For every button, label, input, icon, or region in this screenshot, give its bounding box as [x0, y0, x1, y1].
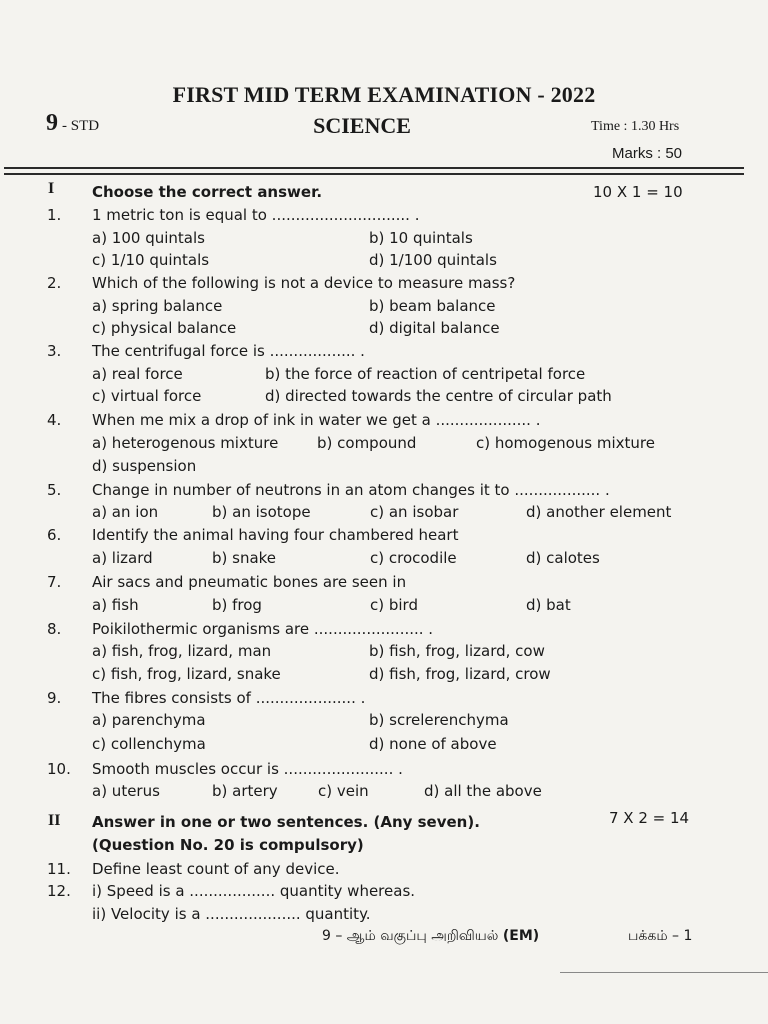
question-text: Smooth muscles occur is ....................... .: [92, 760, 403, 778]
option: c) physical balance: [92, 319, 237, 337]
question-text: Change in number of neutrons in an atom changes it to .................. .: [92, 481, 610, 499]
option: a) spring balance: [92, 297, 223, 315]
question-text: The fibres consists of ..................... .: [92, 689, 366, 707]
option: c) crocodile: [370, 549, 457, 567]
option: a) parenchyma: [92, 711, 206, 729]
option: b) frog: [212, 596, 262, 614]
option: c) homogenous mixture: [476, 434, 655, 452]
option: a) lizard: [92, 549, 153, 567]
standard-suffix: - STD: [62, 118, 100, 134]
question-number: 12.: [47, 882, 71, 900]
footer-page-number: பக்கம் – 1: [628, 928, 693, 944]
question-text: When me mix a drop of ink in water we get a .................... .: [92, 411, 541, 429]
question-number: 7.: [47, 573, 62, 591]
footer-medium: (EM): [502, 928, 540, 944]
option: d) calotes: [526, 549, 600, 567]
question-text: Define least count of any device.: [92, 860, 340, 878]
subject-title: SCIENCE: [313, 113, 411, 138]
question-text: Air sacs and pneumatic bones are seen in: [92, 573, 407, 591]
question-text: Which of the following is not a device to measure mass?: [92, 274, 516, 292]
question-number: 3.: [47, 342, 62, 360]
time-allowed: Time : 1.30 Hrs: [591, 119, 680, 134]
standard-number: 9: [46, 110, 58, 136]
option: b) an isotope: [212, 503, 311, 521]
section-numeral: I: [48, 180, 55, 197]
option: d) fish, frog, lizard, crow: [369, 665, 551, 683]
section-score: 10 X 1 = 10: [593, 183, 683, 201]
section-title: Answer in one or two sentences. (Any seven).: [92, 813, 480, 831]
question-number: 1.: [47, 206, 62, 224]
option: d) all the above: [424, 782, 542, 800]
question-text: Poikilothermic organisms are ....................... .: [92, 620, 434, 638]
question-text: 1 metric ton is equal to ............................. .: [92, 206, 420, 224]
option: c) fish, frog, lizard, snake: [92, 665, 281, 683]
option: c) virtual force: [92, 387, 202, 405]
option: c) bird: [370, 596, 418, 614]
option: c) collenchyma: [92, 735, 206, 753]
option: b) screlerenchyma: [369, 711, 509, 729]
header-rule-bottom: [4, 173, 744, 175]
question-number: 6.: [47, 526, 62, 544]
question-text: Identify the animal having four chambered heart: [92, 526, 459, 544]
option: b) fish, frog, lizard, cow: [369, 642, 545, 660]
option: d) directed towards the centre of circular path: [265, 387, 612, 405]
footer-tamil-text: 9 – ஆம் வகுப்பு அறிவியல்: [322, 928, 499, 944]
question-number: 11.: [47, 860, 71, 878]
exam-title: FIRST MID TERM EXAMINATION - 2022: [172, 82, 596, 107]
section-title: Choose the correct answer.: [92, 183, 323, 201]
option: b) compound: [317, 434, 417, 452]
option: b) 10 quintals: [369, 229, 473, 247]
question-text-part2: ii) Velocity is a .................... quantity.: [92, 905, 371, 923]
option: d) none of above: [369, 735, 497, 753]
footer-rule: [560, 972, 768, 973]
question-text: The centrifugal force is .................. .: [92, 342, 365, 360]
option: b) the force of reaction of centripetal force: [265, 365, 586, 383]
option: d) digital balance: [369, 319, 500, 337]
question-number: 5.: [47, 481, 62, 499]
option: d) suspension: [92, 457, 197, 475]
question-text: i) Speed is a .................. quantity whereas.: [92, 882, 416, 900]
option: b) snake: [212, 549, 277, 567]
option: a) fish: [92, 596, 139, 614]
section-subtitle: (Question No. 20 is compulsory): [92, 836, 364, 854]
option: c) vein: [318, 782, 369, 800]
option: a) uterus: [92, 782, 160, 800]
option: a) 100 quintals: [92, 229, 205, 247]
option: d) another element: [526, 503, 672, 521]
total-marks: Marks : 50: [612, 145, 683, 162]
header-rule-top: [4, 167, 744, 169]
option: a) an ion: [92, 503, 159, 521]
option: a) real force: [92, 365, 183, 383]
section-numeral: II: [48, 812, 61, 829]
option: a) heterogenous mixture: [92, 434, 279, 452]
option: b) beam balance: [369, 297, 496, 315]
question-number: 2.: [47, 274, 62, 292]
option: d) 1/100 quintals: [369, 251, 497, 269]
question-number: 8.: [47, 620, 62, 638]
question-number: 9.: [47, 689, 62, 707]
option: b) artery: [212, 782, 278, 800]
question-number: 10.: [47, 760, 71, 778]
section-score: 7 X 2 = 14: [609, 809, 690, 827]
option: c) an isobar: [370, 503, 459, 521]
option: a) fish, frog, lizard, man: [92, 642, 272, 660]
question-number: 4.: [47, 411, 62, 429]
footer-class-subject: [322, 928, 539, 946]
option: d) bat: [526, 596, 571, 614]
option: c) 1/10 quintals: [92, 251, 210, 269]
